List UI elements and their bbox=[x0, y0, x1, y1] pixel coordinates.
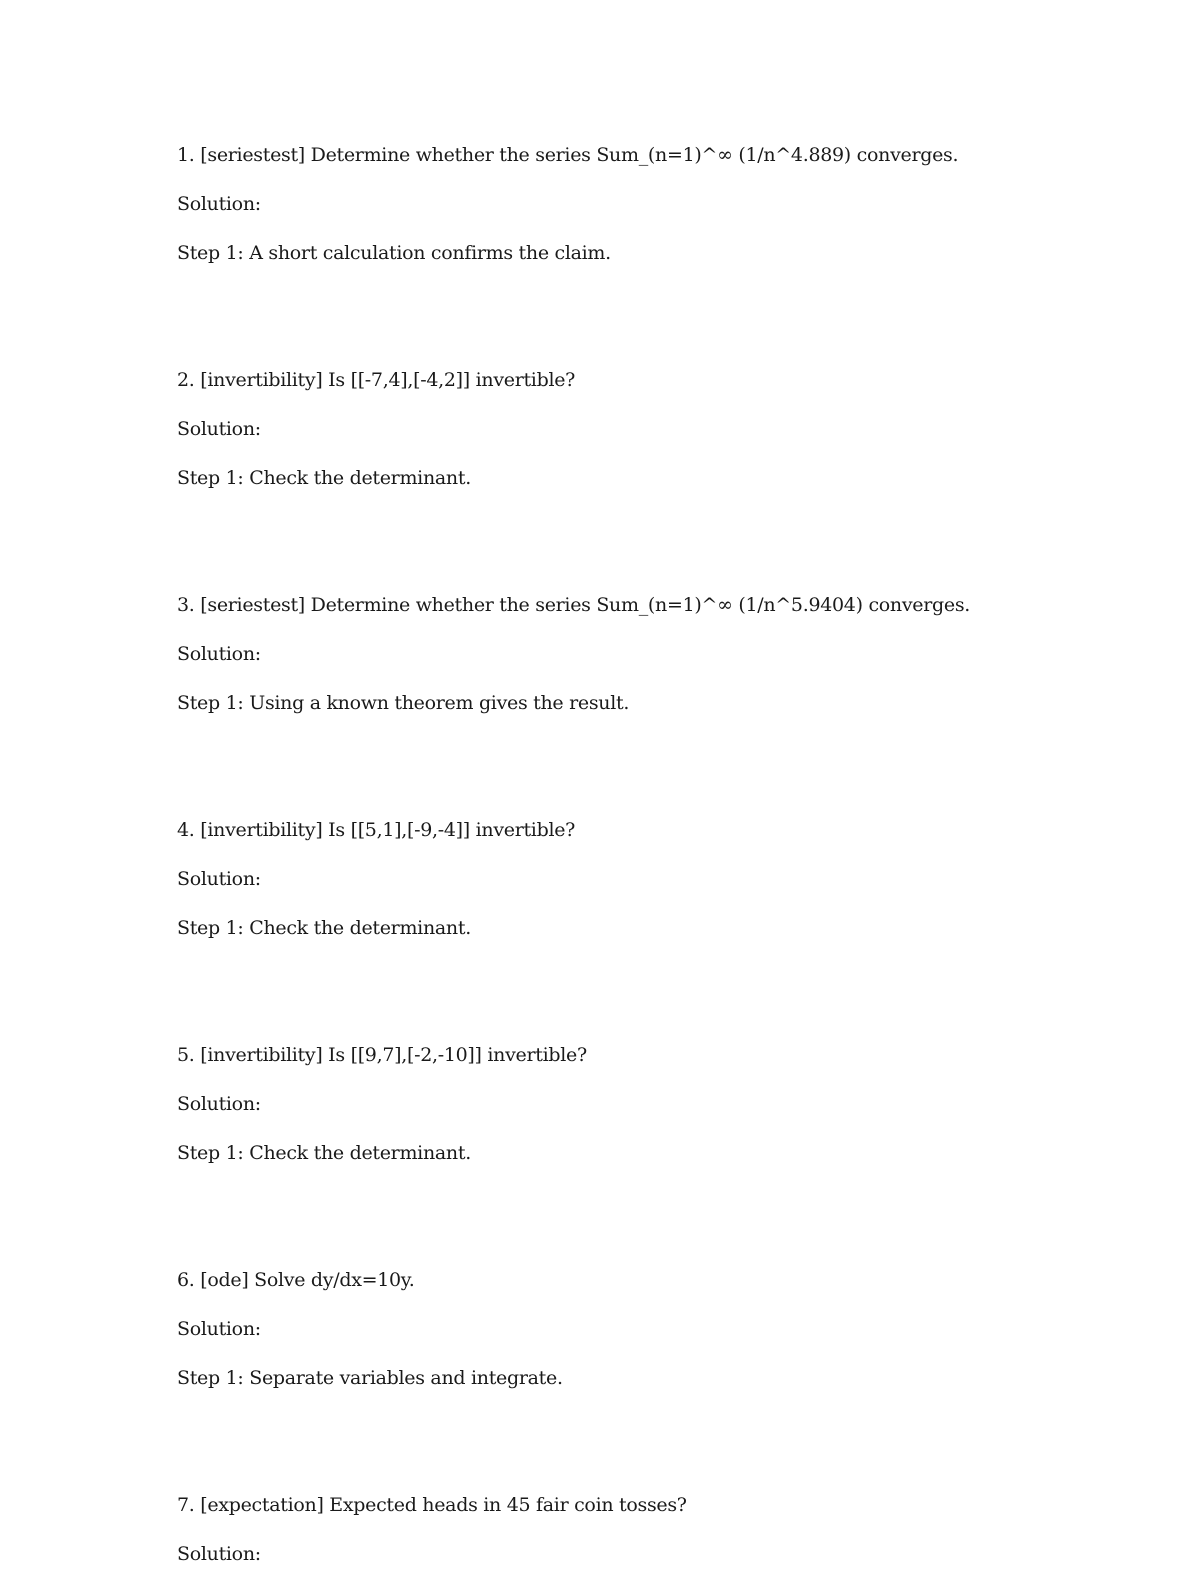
problem-question: 6. [ode] Solve dy/dx=10y. bbox=[177, 1269, 415, 1291]
problem-question: 4. [invertibility] Is [[5,1],[-9,-4]] invertible? bbox=[177, 819, 576, 841]
solution-label: Solution: bbox=[177, 193, 261, 215]
solution-step: Step 1: Check the determinant. bbox=[177, 467, 471, 489]
solution-step: Step 1: A short calculation confirms the claim. bbox=[177, 242, 611, 264]
problem-list bbox=[177, 140, 1137, 1569]
problem-question: 5. [invertibility] Is [[9,7],[-2,-10]] invertible? bbox=[177, 1044, 587, 1066]
solution-label: Solution: bbox=[177, 1093, 261, 1115]
solution-label: Solution: bbox=[177, 1318, 261, 1340]
solution-label: Solution: bbox=[177, 868, 261, 890]
problem-3 bbox=[177, 590, 1137, 718]
solution-step: Step 1: Using a known theorem gives the result. bbox=[177, 692, 630, 714]
solution-step: Step 1: Check the determinant. bbox=[177, 1142, 471, 1164]
problem-question: 1. [seriestest] Determine whether the series Sum_(n=1)^∞ (1/n^4.889) converges. bbox=[177, 144, 959, 166]
problem-question: 7. [expectation] Expected heads in 45 fair coin tosses? bbox=[177, 1494, 687, 1516]
problem-7 bbox=[177, 1490, 1137, 1569]
solution-step: Step 1: Check the determinant. bbox=[177, 917, 471, 939]
problem-question: 3. [seriestest] Determine whether the series Sum_(n=1)^∞ (1/n^5.9404) converges. bbox=[177, 594, 971, 616]
problem-5 bbox=[177, 1040, 1137, 1168]
problem-2 bbox=[177, 365, 1137, 493]
solution-step: Step 1: Separate variables and integrate. bbox=[177, 1367, 563, 1389]
problem-4 bbox=[177, 815, 1137, 943]
solution-label: Solution: bbox=[177, 643, 261, 665]
problem-question: 2. [invertibility] Is [[-7,4],[-4,2]] invertible? bbox=[177, 369, 576, 391]
problem-1 bbox=[177, 140, 1137, 268]
solution-label: Solution: bbox=[177, 1543, 261, 1565]
solution-label: Solution: bbox=[177, 418, 261, 440]
problem-6 bbox=[177, 1265, 1137, 1393]
